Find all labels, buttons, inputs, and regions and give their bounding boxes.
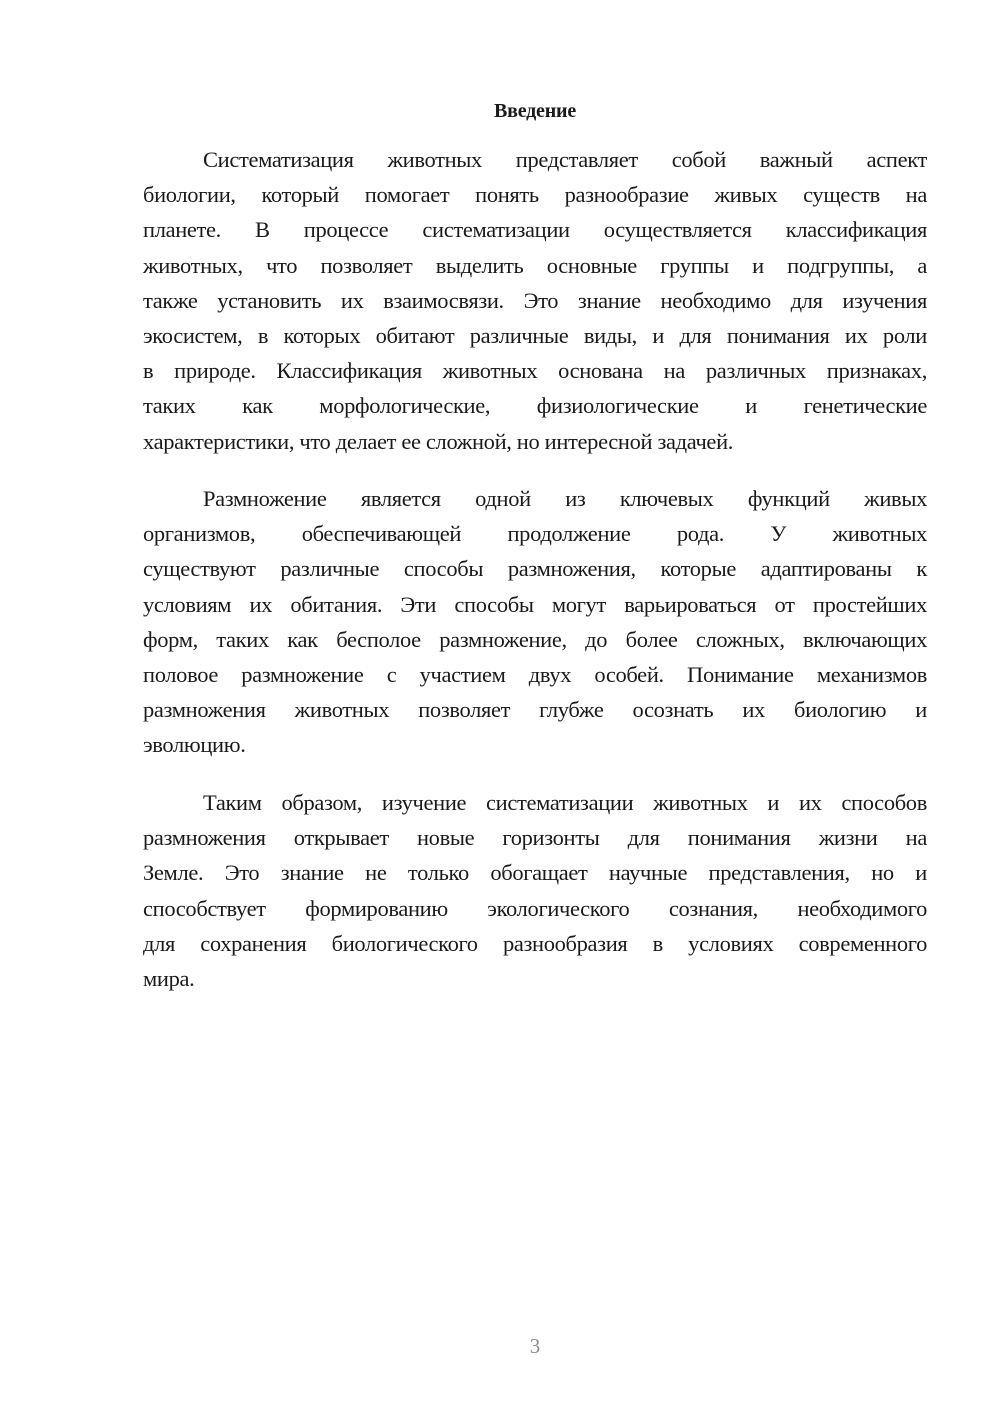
text-line: для сохранения биологического разнообразия в условиях современного	[143, 930, 927, 956]
text-line: животных, что позволяет выделить основные группы и подгруппы, а	[143, 252, 927, 278]
text-line: характеристики, что делает ее сложной, но интересной задачей.	[143, 428, 734, 454]
text-line: Систематизация животных представляет собой важный аспект	[203, 147, 927, 172]
text-line: условиям их обитания. Эти способы могут варьироваться от простейших	[143, 591, 927, 617]
text-line: мира.	[143, 965, 195, 991]
text-line: половое размножение с участием двух особей. Понимание механизмов	[143, 661, 927, 687]
text-line: Земле. Это знание не только обогащает научные представления, но и	[143, 860, 927, 886]
text-line: Размножение является одной из ключевых функций живых	[203, 486, 927, 511]
text-line: в природе. Классификация животных основана на различных признаках,	[143, 358, 927, 384]
text-line: существуют различные способы размножения, которые адаптированы к	[143, 556, 927, 582]
text-line: планете. В процессе систематизации осуществляется классификация	[143, 217, 927, 243]
text-line: способствует формированию экологического сознания, необходимого	[143, 895, 927, 921]
text-line: биологии, который помогает понять разнообразие живых существ на	[143, 182, 927, 208]
text-line: Таким образом, изучение систематизации животных и их способов	[203, 790, 927, 815]
paragraph-conclusion	[143, 785, 927, 996]
text-line: организмов, обеспечивающей продолжение рода. У животных	[143, 521, 927, 547]
text-line: размножения животных позволяет глубже осознать их биологию и	[143, 697, 927, 723]
text-line: таких как морфологические, физиологические и генетические	[143, 393, 927, 419]
text-line: эволюцию.	[143, 732, 246, 758]
section-heading: Введение	[493, 100, 577, 122]
text-line: форм, таких как бесполое размножение, до более сложных, включающих	[143, 626, 927, 652]
text-line: экосистем, в которых обитают различные виды, и для понимания их роли	[143, 322, 927, 348]
text-line: размножения открывает новые горизонты для понимания жизни на	[143, 825, 927, 851]
text-line: также установить их взаимосвязи. Это знание необходимо для изучения	[143, 287, 927, 313]
paragraph-systematization	[143, 142, 927, 459]
paragraph-reproduction	[143, 481, 927, 763]
page-number: 3	[529, 1334, 541, 1358]
